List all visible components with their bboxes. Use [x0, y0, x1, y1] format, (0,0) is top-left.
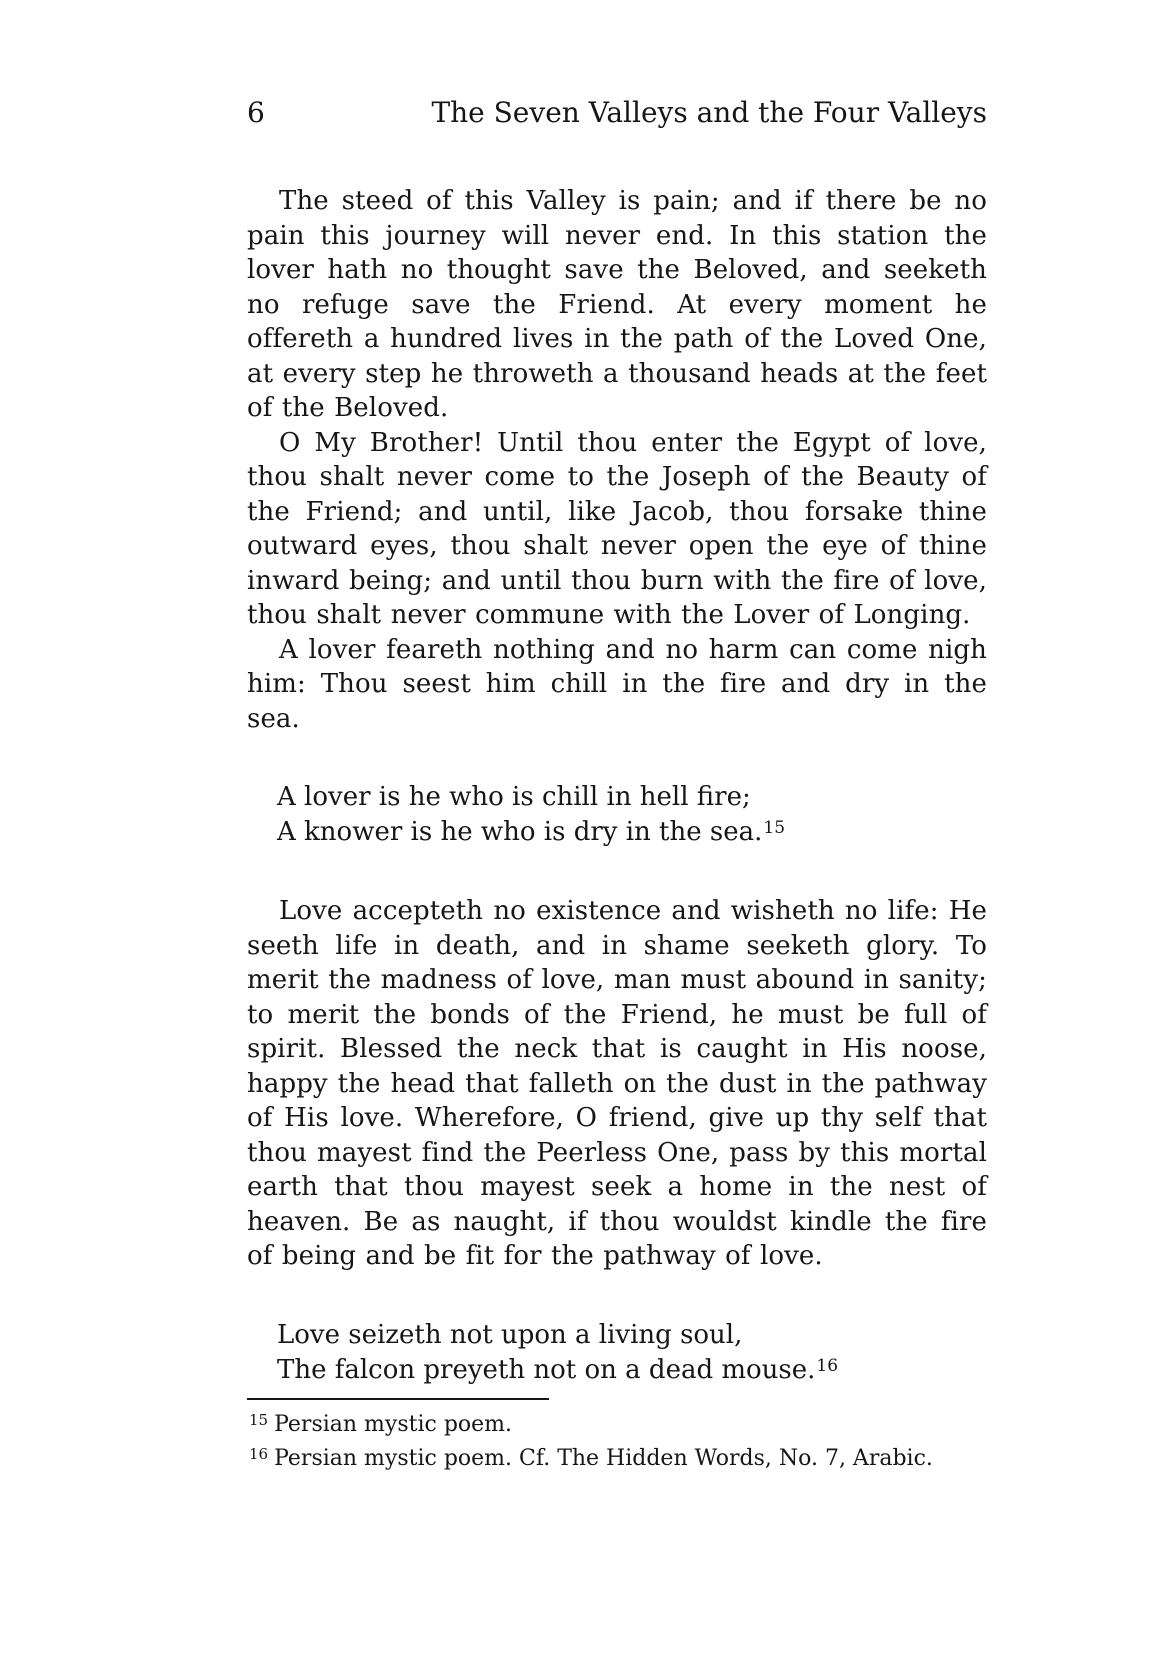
footnote-16 — [247, 1442, 987, 1476]
verse-line-text: A knower is he who is dry in the sea. — [277, 817, 763, 847]
page-number: 6 — [247, 96, 266, 129]
footnote-number-15: 15 — [249, 1411, 269, 1429]
paragraph-steed-of-valley: The steed of this Valley is pain; and if there be no pain this journey will never end. In this station the lover hath no thought save the Beloved, and seeketh no refuge save the Friend. At every moment he offereth a hundred lives in the path of the Loved One, at every step he throweth a thousand heads at the feet of the Beloved. — [247, 186, 987, 423]
verse-line-text: The falcon preyeth not on a dead mouse. — [277, 1354, 816, 1385]
text-column — [247, 96, 987, 1432]
verse-line: A lover is he who is chill in hell fire; — [277, 782, 751, 812]
verse-line: Love seizeth not upon a living soul, — [277, 1319, 743, 1350]
footnote-15 — [247, 1408, 987, 1442]
paragraph-lover-feareth: A lover feareth nothing and no harm can come nigh him: Thou seest him chill in the fire and dry in the sea. — [247, 634, 987, 734]
footnote-ref-16: 16 — [816, 1355, 839, 1376]
verse-chill-in-hell-fire — [277, 780, 987, 850]
footnote-text: Persian mystic poem. — [274, 1412, 513, 1437]
verse-love-seizeth — [277, 1318, 987, 1388]
footnote-text: Persian mystic poem. Cf. The Hidden Words, No. 7, Arabic. — [274, 1445, 933, 1471]
paragraph-love-accepteth: Love accepteth no existence and wisheth no life: He seeth life in death, and in shame seeketh glory. To merit the madness of love, man must abound in sanity; to merit the bonds of the Friend, he must be full of spirit. Blessed the neck that is caught in His noose, happy the head that falleth on the dust in the pathway of His love. Wherefore, O friend, give up thy self that thou mayest find the Peerless One, pass by this mortal earth that thou mayest seek a home in the nest of heaven. Be as naught, if thou wouldst kindle the fire of being and be fit for the pathway of love. — [247, 896, 987, 1271]
page-header — [247, 96, 987, 130]
verse-line — [277, 1353, 987, 1388]
verse-line — [277, 815, 987, 850]
footnote-rule — [247, 1398, 549, 1400]
footnote-ref-15: 15 — [763, 818, 786, 838]
footnote-number-16: 16 — [249, 1444, 269, 1463]
running-title: The Seven Valleys and the Four Valleys — [431, 96, 987, 129]
footnotes-section — [247, 1398, 987, 1475]
paragraph-o-my-brother: O My Brother! Until thou enter the Egypt of love, thou shalt never come to the Joseph of the Beauty of the Friend; and until, like Jacob, thou forsake thine outward eyes, thou shalt never open the eye of thine inward being; and until thou burn with the fire of love, thou shalt never commune with the Lover of Longing. — [247, 427, 987, 630]
